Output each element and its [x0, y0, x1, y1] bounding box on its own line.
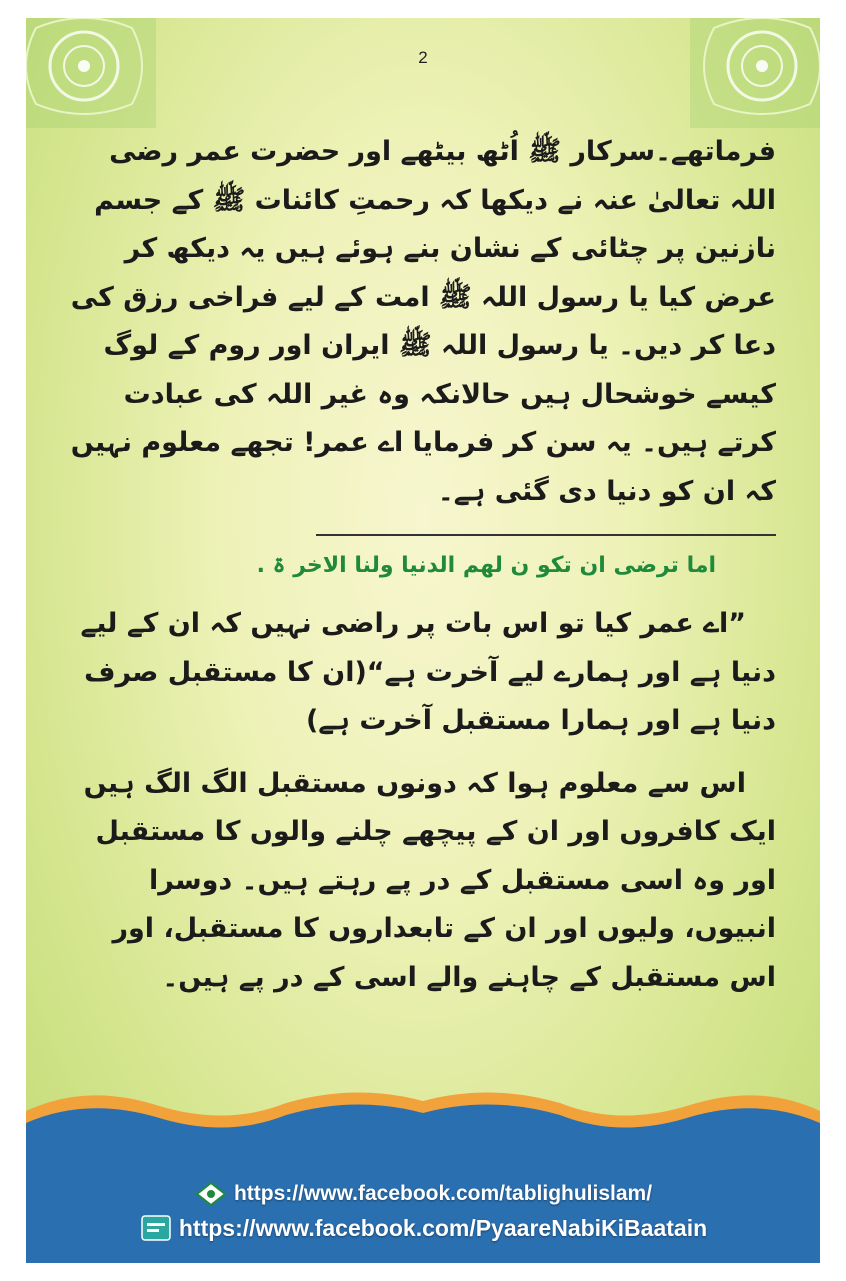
facebook-link-row-1[interactable]: [26, 1177, 820, 1211]
facebook-link-2[interactable]: https://www.facebook.com/PyaareNabiKiBaatain: [178, 1214, 708, 1241]
footer-links: [26, 1177, 820, 1245]
corner-ornament-left: [26, 18, 156, 128]
tabligh-logo-icon: [194, 1181, 228, 1207]
divider-line: [316, 534, 776, 536]
paragraph-2: ”اے عمر کیا تو اس بات پر راضی نہیں کہ ان کے لیے دنیا ہے اور ہمارے لیے آخرت ہے“(ان کا مستقبل صرف دنیا ہے اور ہمارا مستقبل آخرت ہے): [80, 608, 776, 736]
facebook-link-1[interactable]: https://www.facebook.com/tablighulislam/: [233, 1182, 653, 1205]
page-content: [70, 128, 776, 1002]
arabic-quote: اما ترضی ان تکو ن لھم الدنیا ولنا الاخر ۃ .: [256, 553, 716, 578]
pyaare-nabi-logo-icon: [139, 1215, 173, 1241]
corner-ornament-right: [690, 18, 820, 128]
facebook-link-row-2[interactable]: [26, 1211, 820, 1245]
paragraph-3: اس سے معلوم ہوا کہ دونوں مستقبل الگ الگ ہیں ایک کافروں اور ان کے پیچھے چلنے والوں کا مستقبل اور وہ اسی مستقبل کے در پے رہتے ہیں۔ دوسرا انبیوں، ولیوں اور ان کے تابعداروں کا مستقبل، اور اس مستقبل کے چاہنے والے اسی کے در پے ہیں۔: [83, 767, 776, 993]
page-number: 2: [418, 48, 428, 67]
document-page: [26, 18, 820, 1263]
paragraph-1: فرماتھے۔سرکار ﷺ اُٹھ بیٹھے اور حضرت عمر رضی اللہ تعالیٰ عنہ نے دیکھا کہ رحمتِ کائنات ﷺ کے جسم نازنین پر چٹائی کے نشان بنے ہوئے ہیں یہ دیکھ کر عرض کیا یا رسول اللہ ﷺ امت کے لیے فراخی رزق کی دعا کر دیں۔ یا رسول اللہ ﷺ ایران اور روم کے لوگ کیسے خوشحال ہیں حالانکہ وہ غیر اللہ کی عبادت کرتے ہیں۔ یہ سن کر فرمایا اے عمر! تجھے معلوم نہیں کہ ان کو دنیا دی گئی ہے۔: [70, 136, 776, 507]
